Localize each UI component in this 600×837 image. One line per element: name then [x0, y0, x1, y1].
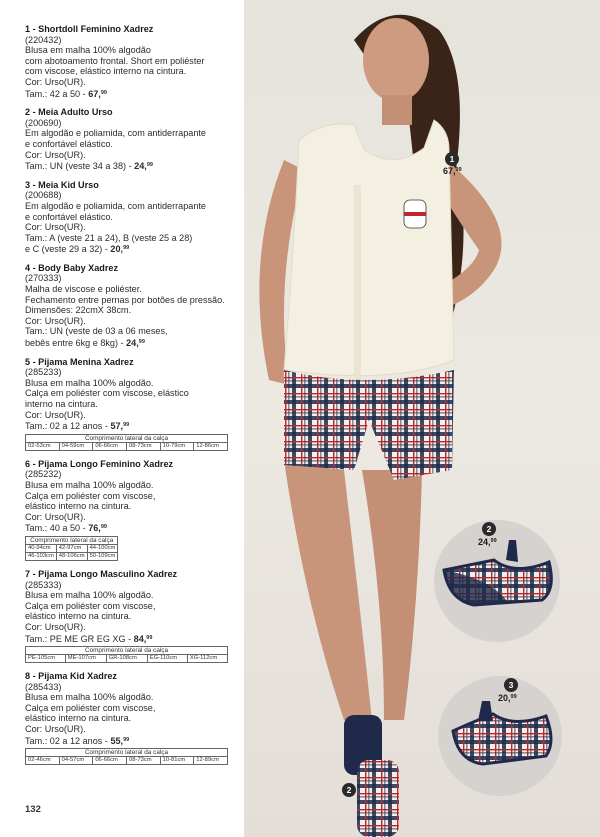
size-table-cell: GR-108cm [106, 655, 147, 663]
product-description-line: Calça em poliéster com viscose, elástico [25, 388, 189, 399]
product-description-line: Blusa em malha 100% algodão [25, 45, 151, 56]
neck [382, 95, 412, 125]
product-title: 3 - Meia Kid Urso [25, 179, 99, 190]
product-list [25, 24, 240, 773]
product-description-line: interno na cintura. [25, 399, 98, 409]
product-description-line: Cor: Urso(UR). [25, 222, 86, 233]
product-description-line: Blusa em malha 100% algodão. [25, 692, 154, 703]
product-description-line: Tam.: UN (veste de 03 a 06 meses, [25, 326, 168, 337]
product-code: (200688) [25, 190, 62, 201]
product-size-price: Tam.: PE ME GR EG XG - 84,99 [25, 633, 153, 644]
button-placket [354, 185, 361, 395]
product-description-line: Cor: Urso(UR). [25, 511, 86, 522]
product-description-line: com viscose, elástico interno na cintura. [25, 66, 187, 77]
product-size-price: e C (veste 29 a 32) - 20,99 [25, 244, 130, 255]
product-item [25, 357, 240, 451]
size-table-cell: 50-109cm [87, 552, 118, 560]
size-table-cell: 04-57cm [59, 757, 93, 765]
product-title: 7 - Pijama Longo Masculino Xadrez [25, 568, 178, 579]
size-table-cell: 42-97cm [56, 544, 87, 552]
size-table [25, 748, 228, 765]
size-table-cell: PE-105cm [26, 655, 66, 663]
face [363, 18, 429, 102]
product-size-price: Tam.: 02 a 12 anos - 55,99 [25, 735, 130, 746]
product-description-line: Tam.: A (veste 21 a 24), B (veste 25 a 28) [25, 232, 193, 243]
product-size-price: Tam.: 40 a 50 - 76,99 [25, 523, 107, 534]
product-code: (285333) [25, 579, 62, 590]
product-code: (220432) [25, 34, 62, 45]
product-list-column [0, 0, 244, 837]
product-item [25, 569, 240, 663]
product-price: 84,99 [133, 633, 153, 644]
product-description-line: Cor: Urso(UR). [25, 76, 86, 87]
product-title: 4 - Body Baby Xadrez [25, 262, 118, 273]
product-item [25, 107, 240, 172]
product-code: (285233) [25, 367, 62, 378]
product-description-line: Cor: Urso(UR). [25, 315, 86, 326]
product-description-line: Fechamento entre pernas por botões de pressão. [25, 294, 225, 305]
product-code: (285433) [25, 681, 62, 692]
product-price: 57,99 [110, 421, 130, 432]
product-description-line: elástico interno na cintura. [25, 611, 132, 622]
product-description-line: Calça em poliéster com viscose, [25, 702, 156, 713]
size-table-cell: 08-73cm [126, 442, 160, 450]
product-description-line: Cor: Urso(UR). [25, 149, 86, 160]
product-price: 20,99 [110, 244, 130, 255]
sleeveless-top [284, 120, 454, 376]
product-code: (200690) [25, 117, 62, 128]
size-table-cell: 06-66cm [93, 442, 127, 450]
product-description-line: Em algodão e poliamida, com antiderrapante [25, 128, 206, 139]
product-price: 24,99 [134, 161, 153, 172]
size-table-header: Comprimento lateral da calça [26, 647, 228, 655]
product-title: 1 - Shortdoll Feminino Xadrez [25, 24, 154, 34]
size-table-cell: 02-53cm [26, 442, 60, 450]
product-description-line: e confortável elástico. [25, 211, 113, 222]
product-description-line: Calça em poliéster com viscose, [25, 490, 156, 501]
product-item [25, 180, 240, 255]
product-description-line: Calça em poliéster com viscose, [25, 600, 156, 611]
product-description-line: Blusa em malha 100% algodão. [25, 479, 154, 490]
product-description-line: Em algodão e poliamida, com antiderrapante [25, 200, 206, 211]
product-description-line: Dimensões: 22cmX 38cm. [25, 305, 132, 316]
product-code: (285232) [25, 469, 62, 480]
right-leg [362, 470, 422, 720]
page-number: 132 [25, 804, 41, 815]
size-table-cell: 04-59cm [59, 442, 93, 450]
product-price: 67,99 [88, 88, 107, 99]
product-description-line: Cor: Urso(UR). [25, 621, 86, 632]
product-title: 5 - Pijama Menina Xadrez [25, 356, 134, 367]
size-table-cell: 12-89cm [194, 757, 228, 765]
product-price: 55,99 [110, 735, 130, 746]
size-table-cell: 06-66cm [93, 757, 127, 765]
plaid-shorts [284, 370, 454, 480]
size-table-cell: ME-107cm [65, 655, 106, 663]
product-price: 24,99 [126, 338, 145, 349]
product-title: 2 - Meia Adulto Urso [25, 107, 113, 118]
size-table-cell: EG-110cm [147, 655, 187, 663]
product-code: (270333) [25, 273, 62, 284]
size-table-cell: 12-86cm [194, 442, 228, 450]
badge-number-1: 1 [445, 152, 459, 166]
product-size-price: Tam.: UN (veste 34 a 38) - 24,99 [25, 161, 153, 172]
size-table-cell: 46-103cm [26, 552, 57, 560]
size-table-header: Comprimento lateral da calça [26, 536, 118, 544]
badge-number-2-feet: 2 [342, 783, 356, 797]
product-item [25, 671, 240, 765]
product-size-price: bebês entre 6kg e 8kg) - 24,99 [25, 338, 145, 349]
size-table-cell: 40-94cm [26, 544, 57, 552]
size-table-cell: 10-81cm [160, 757, 194, 765]
product-description-line: com abotoamento frontal. Short em poliéster [25, 55, 205, 66]
product-description-line: Malha de viscose e poliéster. [25, 284, 142, 295]
product-size-price: Tam.: 02 a 12 anos - 57,99 [25, 421, 130, 432]
size-table-header: Comprimento lateral da calça [26, 749, 228, 757]
product-price: 76,99 [88, 523, 107, 534]
size-table-cell: 08-73cm [126, 757, 160, 765]
size-table-cell: 48-106cm [56, 552, 87, 560]
size-table [25, 434, 228, 451]
product-photo [244, 0, 600, 837]
badge-number-3: 3 [504, 678, 518, 692]
size-table-cell: 10-79cm [160, 442, 194, 450]
size-table [25, 646, 228, 663]
product-description-line: e confortável elástico. [25, 138, 113, 149]
right-sock [357, 760, 399, 837]
product-title: 8 - Pijama Kid Xadrez [25, 671, 117, 682]
sock-adult-photo [434, 520, 560, 642]
product-description-line: Cor: Urso(UR). [25, 409, 86, 420]
size-table-cell: 44-100cm [87, 544, 118, 552]
badge-price-1: 67,99 [443, 166, 462, 176]
badge-price-3: 20,99 [498, 693, 517, 703]
product-description-line: elástico interno na cintura. [25, 713, 132, 724]
product-description-line: Cor: Urso(UR). [25, 724, 86, 735]
product-description-line: elástico interno na cintura. [25, 501, 132, 512]
size-table-header: Comprimento lateral da calça [26, 434, 228, 442]
product-item [25, 263, 240, 349]
badge-number-2: 2 [482, 522, 496, 536]
product-item [25, 459, 240, 561]
product-item [25, 24, 240, 99]
product-size-price: Tam.: 42 a 50 - 67,99 [25, 88, 107, 99]
product-description-line: Blusa em malha 100% algodão. [25, 590, 154, 601]
size-table-cell: 02-46cm [26, 757, 60, 765]
badge-price-2: 24,99 [478, 537, 497, 547]
left-leg [284, 460, 372, 720]
product-title: 6 - Pijama Longo Feminino Xadrez [25, 458, 174, 469]
size-table-cell: XG-112cm [187, 655, 227, 663]
size-table [25, 536, 118, 561]
product-description-line: Blusa em malha 100% algodão. [25, 377, 154, 388]
